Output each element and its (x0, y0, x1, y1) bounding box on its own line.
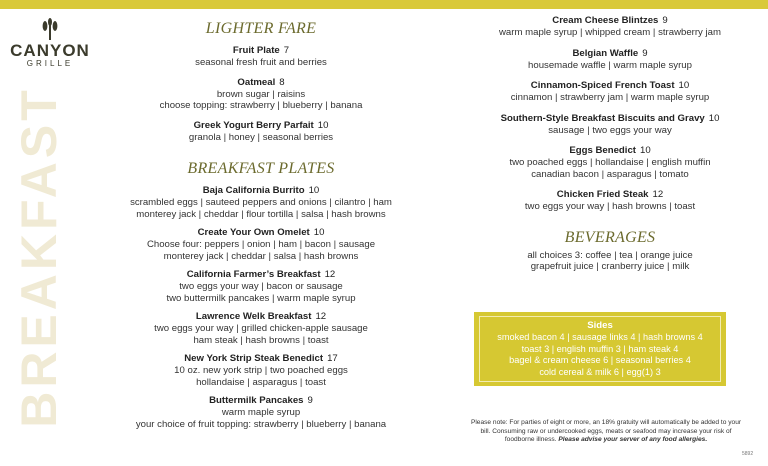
sides-title: Sides (587, 320, 613, 331)
item-desc: monterey jack | cheddar | salsa | hash browns (163, 250, 359, 262)
item-desc: warm maple syrup (221, 407, 301, 418)
item-name: New York Strip Steak Benedict (184, 353, 324, 364)
sides-line: cold cereal & milk 6 | egg(1) 3 (539, 366, 661, 377)
brand-subtitle: GRILLE (26, 59, 74, 68)
item-price: 10 (708, 112, 720, 124)
menu-item (120, 353, 402, 388)
item-name: Chicken Fried Steak (556, 189, 649, 200)
item-desc: two eggs your way | hash browns | toast (524, 201, 696, 212)
beverages-desc: grapefruit juice | cranberry juice | milk (530, 261, 690, 272)
item-desc: two eggs your way | grilled chicken-apple sausage (154, 323, 368, 334)
menu-item (120, 311, 402, 346)
wheat-logo-icon (38, 18, 62, 40)
item-price: 10 (639, 145, 651, 156)
item-desc: 10 oz. new york strip | two poached eggs (174, 365, 348, 376)
vertical-title (11, 58, 67, 456)
menu-code: 5892 (742, 451, 754, 457)
footer-note-text: Please note: For parties of eight or more, an 18% gratuity will automatically be added to your bill. Consuming raw or undercooked eggs, meats or seafood may increase your risk of foodborne illness. (470, 419, 742, 444)
item-price: 10 (313, 227, 325, 238)
section-title-lighter-fare: LIGHTER FARE (205, 20, 317, 37)
item-desc: choose topping: strawberry | blueberry | banana (159, 100, 363, 111)
menu-item (470, 145, 750, 180)
menu-item (470, 80, 750, 104)
item-desc: brown sugar | raisins (216, 88, 306, 100)
item-price: 10 (317, 119, 329, 131)
item-desc: ham steak | hash browns | toast (193, 334, 329, 346)
sides-line: smoked bacon 4 | sausage links 4 | hash browns 4 (497, 332, 703, 342)
item-desc: sausage | two eggs your way (548, 124, 672, 136)
item-name: California Farmer’s Breakfast (186, 269, 321, 280)
menu-item (470, 48, 750, 72)
item-price: 12 (324, 269, 336, 280)
vertical-title-text: BREAKFAST (11, 86, 67, 428)
menu-item (470, 189, 750, 213)
item-desc: seasonal fresh fruit and berries (195, 57, 327, 68)
menu-item (120, 45, 402, 69)
footer-note-allergy: Please advise your server of any food allergies. (558, 436, 708, 444)
item-name: Eggs Benedict (569, 145, 636, 156)
sides-box (474, 312, 726, 386)
item-name: Buttermilk Pancakes (209, 395, 304, 406)
item-desc: warm maple syrup | whipped cream | strawberry jam (499, 27, 721, 38)
menu-item (120, 185, 402, 220)
item-desc: cinnamon | strawberry jam | warm maple syrup (510, 92, 710, 103)
menu-item (120, 227, 402, 262)
item-price: 9 (307, 395, 313, 406)
item-desc: scrambled eggs | sauteed peppers and onions | cilantro | ham (130, 197, 392, 208)
item-price: 9 (662, 15, 668, 26)
item-desc: granola | honey | seasonal berries (188, 131, 334, 143)
item-name: Southern-Style Breakfast Biscuits and Gravy (500, 112, 705, 124)
item-desc: two buttermilk pancakes | warm maple syrup (166, 292, 356, 304)
top-accent-bar (0, 0, 768, 9)
menu-item (120, 269, 402, 304)
menu-item (470, 113, 750, 137)
item-price: 17 (327, 353, 338, 364)
item-name: Create Your Own Omelet (197, 227, 310, 238)
item-price: 12 (652, 189, 664, 200)
sides-line: toast 3 | english muffin 3 | ham steak 4 (521, 343, 679, 354)
menu-item (120, 77, 402, 112)
menu-item (470, 15, 750, 39)
left-column (120, 20, 402, 430)
item-desc: two eggs your way | bacon or sausage (179, 281, 343, 292)
sides-border (479, 316, 721, 382)
footer-note (466, 419, 746, 445)
item-name: Fruit Plate (232, 45, 280, 56)
brand-name: CANYON (10, 41, 90, 60)
item-name: Greek Yogurt Berry Parfait (193, 119, 314, 131)
section-title-beverages: BEVERAGES (564, 228, 656, 246)
item-desc: two poached eggs | hollandaise | english muffin (509, 157, 711, 168)
menu-item (120, 395, 402, 430)
item-price: 8 (279, 76, 285, 88)
item-price: 7 (283, 45, 290, 56)
item-desc: your choice of fruit topping: strawberry | blueberry | banana (135, 418, 387, 430)
item-price: 12 (315, 311, 327, 322)
item-name: Cream Cheese Blintzes (552, 15, 659, 26)
sides-line: bagel & cream cheese 6 | seasonal berries 4 (509, 355, 691, 365)
item-name: Oatmeal (237, 76, 276, 88)
item-name: Cinnamon-Spiced French Toast (530, 80, 675, 91)
item-desc: housemade waffle | warm maple syrup (528, 59, 692, 71)
item-name: Belgian Waffle (572, 47, 639, 59)
item-desc: canadian bacon | asparagus | tomato (531, 168, 689, 180)
item-name: Baja California Burrito (202, 185, 305, 196)
section-title-breakfast-plates: BREAKFAST PLATES (187, 160, 335, 177)
menu-item (120, 120, 402, 144)
item-price: 10 (678, 80, 690, 91)
item-price: 10 (308, 185, 320, 196)
right-column (470, 15, 750, 273)
item-desc: hollandaise | asparagus | toast (196, 376, 326, 388)
item-desc: Choose four: peppers | onion | ham | bacon | sausage (146, 239, 376, 250)
item-price: 9 (642, 47, 648, 59)
beverages-desc: all choices 3: coffee | tea | orange juice (527, 249, 693, 261)
item-desc: monterey jack | cheddar | flour tortilla | salsa | hash browns (136, 208, 386, 220)
item-name: Lawrence Welk Breakfast (195, 311, 312, 322)
